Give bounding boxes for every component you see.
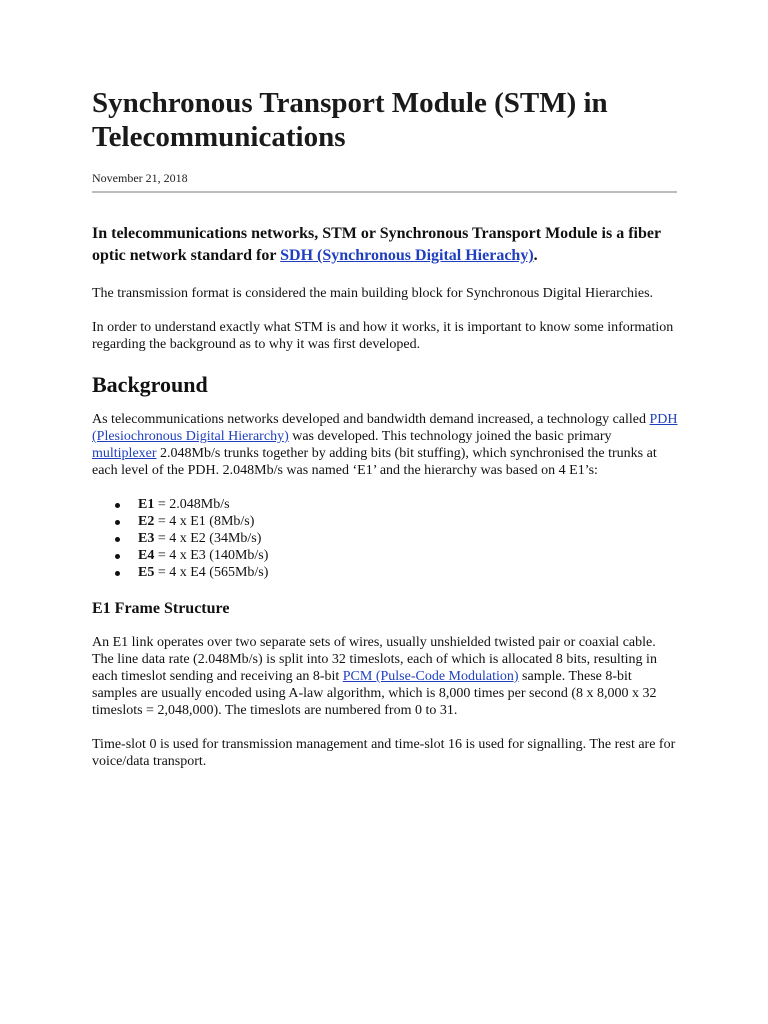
e1-paragraph-2: Time-slot 0 is used for transmission management and time-slot 16 is used for signalling. The rest are for voice/data transport. bbox=[92, 737, 676, 769]
list-item-label: E3 bbox=[138, 531, 155, 546]
e1-paragraph-1 bbox=[92, 634, 678, 719]
list-item-value: = 2.048Mb/s bbox=[154, 497, 230, 512]
page-title: Synchronous Transport Module (STM) in Telecommunications bbox=[92, 87, 608, 153]
e1-text-1: An E1 link operates over two separate sets of wires, usually unshielded twisted pair or coaxial cable. The line data rate (2.048Mb/s) is split into 32 timeslots, each of which is allocated 8 bits, resulting in each timeslot sending and receiving an 8-bit bbox=[92, 635, 657, 684]
sdh-link[interactable]: SDH (Synchronous Digital Hierachy) bbox=[280, 247, 534, 264]
lead-text: In telecommunications networks, STM or Synchronous Transport Module is a fiber optic network standard for bbox=[92, 225, 661, 264]
bullet-icon bbox=[115, 554, 120, 559]
bullet-icon bbox=[115, 571, 120, 576]
list-item-value: = 4 x E2 (34Mb/s) bbox=[154, 531, 262, 546]
list-item-label: E4 bbox=[138, 548, 155, 563]
list-item bbox=[138, 513, 678, 530]
background-text-1: As telecommunications networks developed and bandwidth demand increased, a technology called bbox=[92, 412, 650, 427]
list-item-value: = 4 x E4 (565Mb/s) bbox=[154, 565, 269, 580]
list-item-value: = 4 x E3 (140Mb/s) bbox=[154, 548, 269, 563]
background-heading: Background bbox=[92, 372, 208, 397]
list-item-label: E1 bbox=[138, 497, 155, 512]
list-item-value: = 4 x E1 (8Mb/s) bbox=[154, 514, 255, 529]
lead-paragraph bbox=[92, 223, 678, 267]
list-item-label: E2 bbox=[138, 514, 155, 529]
publish-date: November 21, 2018 bbox=[92, 171, 188, 185]
background-text-2: was developed. This technology joined the basic primary bbox=[288, 429, 612, 444]
bullet-icon bbox=[115, 520, 120, 525]
e1-text-2: sample. These 8-bit samples are usually encoded using A-law algorithm, which is 8,000 times per second (8 x 8,000 x 32 timeslots = 2,048,000). The timeslots are numbered from 0 to 31. bbox=[92, 669, 657, 718]
list-item bbox=[138, 547, 678, 564]
title-divider bbox=[92, 191, 677, 193]
list-item bbox=[138, 496, 678, 513]
intro-paragraph-1: The transmission format is considered the main building block for Synchronous Digital Hierarchies. bbox=[92, 286, 654, 301]
hierarchy-list bbox=[92, 496, 678, 581]
background-text-3: 2.048Mb/s trunks together by adding bits (bit stuffing), which synchronised the trunks at each level of the PDH. 2.048Mb/s was named ‘E1’ and the hierarchy was based on 4 E1’s: bbox=[92, 446, 657, 478]
lead-end: . bbox=[533, 247, 538, 264]
pcm-link[interactable]: PCM (Pulse-Code Modulation) bbox=[342, 669, 519, 684]
bullet-icon bbox=[115, 537, 120, 542]
list-item bbox=[138, 564, 678, 581]
e1-frame-heading: E1 Frame Structure bbox=[92, 600, 230, 617]
pdh-link[interactable]: PDH (Plesiochronous Digital Hierarchy) bbox=[92, 412, 678, 444]
list-item-label: E5 bbox=[138, 565, 155, 580]
intro-paragraph-2: In order to understand exactly what STM is and how it works, it is important to know some information regarding the background as to why it was first developed. bbox=[92, 320, 674, 352]
bullet-icon bbox=[115, 503, 120, 508]
list-item bbox=[138, 530, 678, 547]
background-paragraph bbox=[92, 411, 678, 479]
multiplexer-link[interactable]: multiplexer bbox=[92, 446, 157, 461]
